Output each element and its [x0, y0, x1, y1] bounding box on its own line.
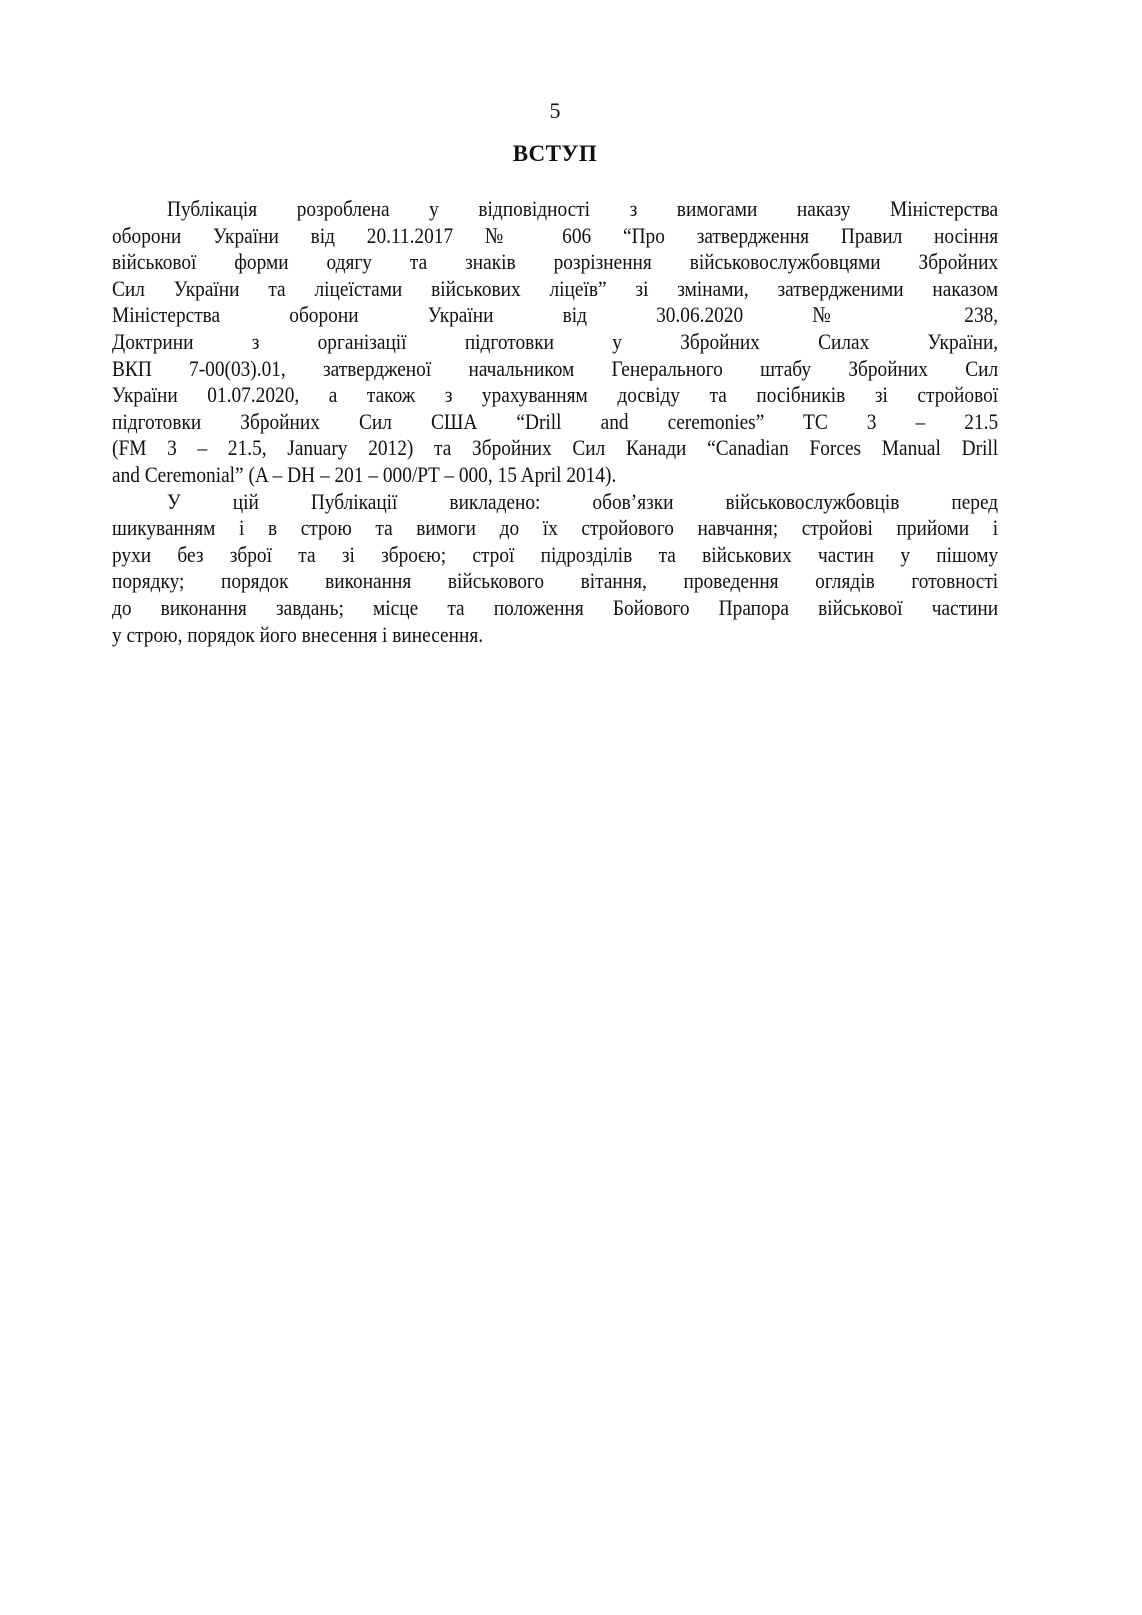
paragraph-line: у строю, порядок його внесення і винесення. [112, 621, 484, 647]
paragraph-line: оборони України від 20.11.2017 № 606 “Про затвердження Правил носіння [112, 222, 999, 248]
paragraph-line: (FM 3 – 21.5, January 2012) та Збройних Сил Канади “Canadian Forces Manual Drill [112, 435, 999, 461]
paragraph-line: до виконання завдань; місце та положення Бойового Прапора військової частини [112, 594, 999, 620]
paragraph-line: Міністерства оборони України від 30.06.2020 № 238, [112, 302, 999, 328]
page-number: 5 [549, 98, 561, 123]
paragraph-line: Сил України та ліцеїстами військових ліцеїв” зі змінами, затвердженими наказом [112, 275, 999, 301]
paragraph-line: Доктрини з організації підготовки у Збройних Силах України, [112, 328, 999, 354]
body-text [112, 196, 998, 648]
paragraph-line: рухи без зброї та зі зброєю; строї підрозділів та військових частин у пішому [112, 541, 999, 567]
paragraph-2 [112, 489, 998, 649]
paragraph-line: ВКП 7-00(03).01, затвердженої начальником Генерального штабу Збройних Сил [112, 355, 999, 381]
paragraph-line: України 01.07.2020, а також з урахуванням досвіду та посібників зі стройової [112, 382, 999, 408]
paragraph-1 [112, 196, 998, 489]
paragraph-line: військової форми одягу та знаків розрізнення військовослужбовцями Збройних [112, 249, 999, 275]
paragraph-line: and Ceremonial” (A – DH – 201 – 000/PT – 000, 15 April 2014). [112, 461, 617, 487]
paragraph-line: підготовки Збройних Сил США “Drill and ceremonies” TC 3 – 21.5 [112, 408, 999, 434]
section-title: ВСТУП [512, 141, 598, 166]
paragraph-line: Публікація розроблена у відповідності з вимогами наказу Міністерства [167, 196, 999, 221]
paragraph-line: У цій Публікації викладено: обов’язки військовослужбовців перед [167, 488, 999, 514]
paragraph-line: шикуванням і в строю та вимоги до їх стройового навчання; стройові прийоми і [112, 515, 999, 541]
paragraph-line: порядку; порядок виконання військового вітання, проведення оглядів готовності [112, 568, 999, 594]
